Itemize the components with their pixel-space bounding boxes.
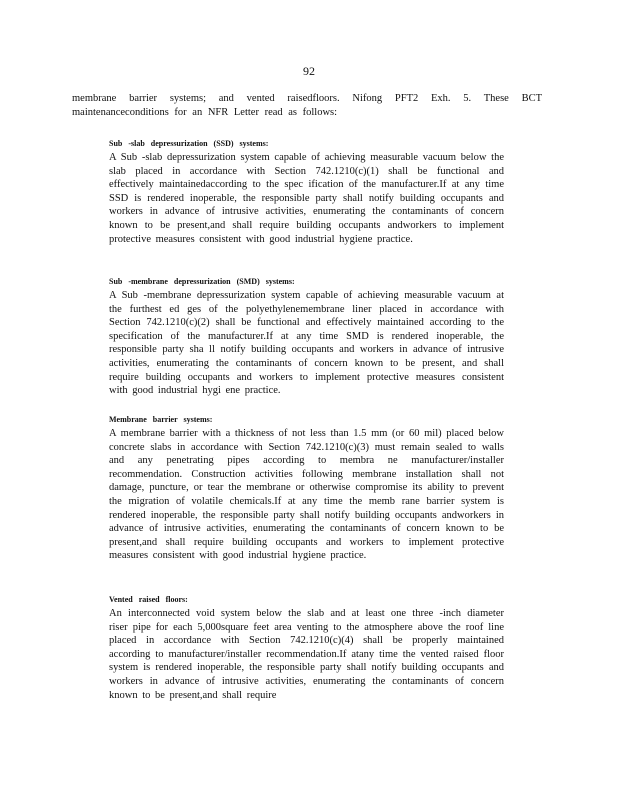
section-membrane-barrier-systems xyxy=(109,413,504,563)
section-heading: Membrane barrier systems: xyxy=(109,415,213,424)
section-body: An interconnected void system below the slab and at least one three -inch diameter riser pipe for each 5,000square feet area venting to the atmosphere above the roof line placed in accordance with Section 742.1210(c)(4) shall be properly maintained according to manufacturer/installer recommendation.If atany time the vented raised floor system is rendered inoperable, the responsible party shall notify building occupants and workers in advance of intrusive activities, enumerating the contaminants of concern known to be present,and shall require xyxy=(109,608,504,701)
intro-paragraph: membrane barrier systems; and vented raisedfloors. Nifong PFT2 Exh. 5. These BCT maintenanceconditions for an NFR Letter read as follows: xyxy=(72,93,542,118)
section-body: A membrane barrier with a thickness of not less than 1.5 mm (or 60 mil) placed below concrete slabs in accordance with Section 742.1210(c)(3) must remain sealed to walls and any penetrating pipes according to membra ne manufacturer/installer recommendation. Construction activities following membrane installation shall not damage, puncture, or tear the membrane or otherwise compromise its ability to prevent the migration of volatile chemicals.If at any time the memb rane barrier system is rendered inoperable, the responsible party shall notify building occupants andworkers in advance of intrusive activities, enumerating the contaminants of concern known to be present,and shall require building occupants and workers to implement protective measures consistent with good industrial hygiene practice. xyxy=(109,428,504,562)
section-smd-systems xyxy=(109,275,504,398)
section-body: A Sub -slab depressurization system capable of achieving measurable vacuum below the slab placed in accordance with Section 742.1210(c)(1) shall be functional and effectively maintainedaccording to the spec ification of the manufacturer.If at any time SSD is rendered inoperable, the responsible party shall notify building occupants and workers in advance of intrusive activities, enumerating the contaminants of concern known to be present,and shall require building occupants andworkers to implement protective measures consistent with good industrial hygiene practice. xyxy=(109,152,504,245)
section-ssd-systems xyxy=(109,137,504,246)
page-number: 92 xyxy=(303,64,315,78)
section-heading: Sub -membrane depressurization (SMD) systems: xyxy=(109,277,295,286)
section-body: A Sub -membrane depressurization system capable of achieving measurable vacuum at the furthest ed ges of the polyethylenemembrane liner placed in accordance with Section 742.1210(c)(2) shall be functional and effectively maintained according to the specification of the manufacturer.If at any time SMD is rendered inoperable, the responsible party sha ll notify building occupants and workers in advance of intrusive activities, enumerating the contaminants of concern known to be present, and shall require building occupants and workers to implement protective measures consistent with good industrial hygi ene practice. xyxy=(109,290,504,397)
section-heading: Vented raised floors: xyxy=(109,595,188,604)
section-vented-raised-floors xyxy=(109,593,504,702)
section-heading: Sub -slab depressurization (SSD) systems: xyxy=(109,139,269,148)
